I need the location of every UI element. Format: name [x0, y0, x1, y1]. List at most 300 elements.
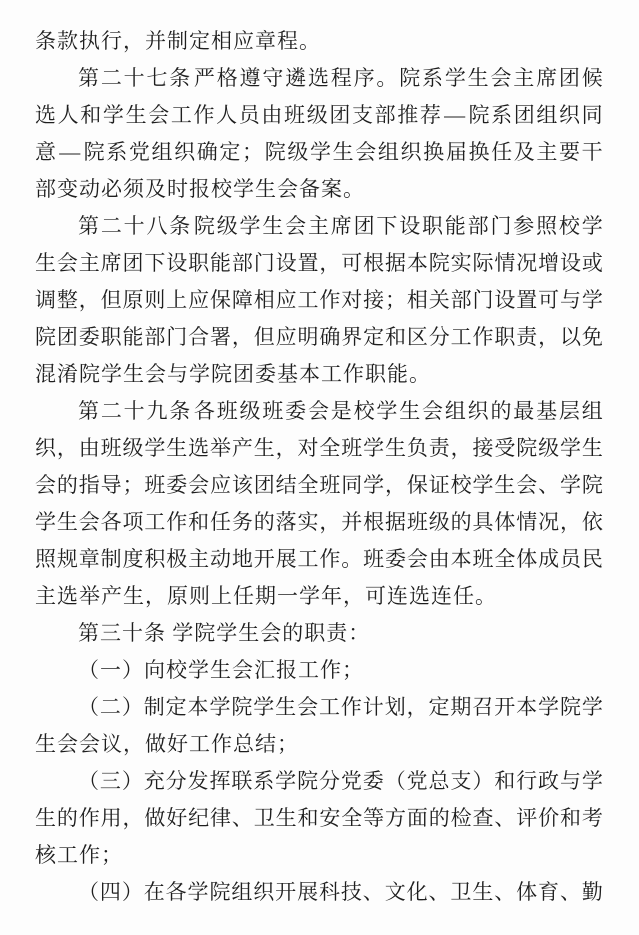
glyph: 本 — [187, 695, 209, 719]
glyph: 会 — [490, 66, 512, 90]
glyph: 育 — [538, 880, 560, 904]
glyph: 最 — [513, 399, 535, 423]
glyph: 制 — [100, 547, 122, 571]
glyph: 班 — [144, 473, 166, 497]
glyph: 各 — [193, 399, 215, 423]
glyph: 席 — [536, 66, 558, 90]
glyph: 定 — [219, 140, 241, 164]
glyph: 责 — [516, 325, 538, 349]
glyph: 设 — [166, 251, 188, 275]
text-line — [35, 208, 603, 245]
glyph: 查 — [472, 806, 494, 830]
text-line — [35, 245, 603, 282]
glyph: 极 — [166, 547, 188, 571]
glyph: 班 — [284, 103, 306, 127]
text-line: 部变动必须及时报校学生会备案。 — [35, 177, 365, 201]
glyph: 七 — [146, 66, 168, 90]
glyph: 团 — [558, 66, 580, 90]
glyph: 开 — [253, 547, 275, 571]
glyph: 做 — [144, 806, 166, 830]
glyph: 生 — [56, 510, 78, 534]
glyph: 系 — [253, 769, 275, 793]
glyph: 生 — [467, 66, 489, 90]
glyph: 学 — [472, 473, 494, 497]
glyph: 照 — [536, 214, 558, 238]
glyph: 第 — [78, 399, 99, 423]
glyph: 以 — [560, 325, 581, 349]
glyph: 及 — [513, 140, 535, 164]
glyph: 工 — [297, 288, 319, 312]
glyph: 充 — [143, 769, 165, 793]
glyph: 四 — [99, 880, 121, 904]
glyph: 能 — [444, 214, 466, 238]
glyph: 委 — [385, 547, 406, 571]
glyph: 但 — [100, 288, 122, 312]
glyph: 分 — [165, 769, 187, 793]
glyph: 展 — [275, 547, 297, 571]
glyph: 基 — [536, 399, 558, 423]
glyph: 面 — [406, 806, 428, 830]
glyph: 部 — [231, 251, 253, 275]
glyph: 程 — [330, 66, 352, 90]
glyph: 工 — [318, 695, 340, 719]
glyph: 职 — [494, 325, 516, 349]
glyph: 院 — [468, 103, 490, 127]
glyph: 任 — [210, 510, 231, 534]
glyph: 分 — [428, 325, 450, 349]
paragraph — [35, 652, 603, 689]
glyph: 检 — [450, 806, 472, 830]
glyph: 学 — [187, 880, 209, 904]
glyph: 学 — [35, 510, 56, 534]
glyph: 行 — [516, 769, 538, 793]
glyph: 设 — [275, 251, 297, 275]
glyph: 十 — [123, 66, 145, 90]
glyph: 级 — [428, 510, 450, 534]
glyph: 会 — [285, 214, 307, 238]
glyph: 确 — [319, 325, 341, 349]
glyph: 要 — [559, 140, 581, 164]
glyph: 主 — [188, 547, 210, 571]
glyph: 责 — [428, 436, 450, 460]
glyph: 、 — [231, 806, 253, 830]
glyph: 和 — [297, 806, 319, 830]
glyph: 生 — [35, 806, 56, 830]
glyph: — — [59, 140, 81, 164]
glyph: 定 — [165, 695, 187, 719]
glyph: 等 — [363, 806, 385, 830]
glyph: 民 — [581, 547, 603, 571]
glyph: 组 — [377, 140, 399, 164]
glyph: ） — [472, 769, 494, 793]
glyph: 严 — [193, 66, 215, 90]
glyph: 格 — [216, 66, 238, 90]
glyph: 生 — [472, 880, 494, 904]
glyph: 相 — [406, 288, 428, 312]
glyph: 政 — [538, 769, 560, 793]
glyph: 积 — [144, 547, 166, 571]
glyph: ； — [385, 288, 406, 312]
glyph: 成 — [538, 547, 560, 571]
glyph: 体 — [494, 510, 516, 534]
glyph: 组 — [581, 399, 603, 423]
paragraph — [35, 615, 603, 652]
glyph: 团 — [353, 214, 375, 238]
paragraph — [35, 763, 603, 874]
glyph: （ — [78, 880, 99, 904]
glyph: 选 — [188, 436, 210, 460]
glyph: 院 — [209, 880, 231, 904]
glyph: 卫 — [450, 880, 472, 904]
glyph: 照 — [35, 547, 56, 571]
glyph: 保 — [406, 473, 428, 497]
glyph: 系 — [106, 140, 128, 164]
glyph: 根 — [363, 510, 385, 534]
glyph: 据 — [385, 510, 406, 534]
glyph: 况 — [538, 510, 560, 534]
text-line: 生会会议，做好工作总结； — [35, 732, 299, 756]
glyph: 联 — [231, 769, 253, 793]
glyph: 会 — [188, 473, 210, 497]
glyph: 勤 — [581, 880, 603, 904]
glyph: 由 — [428, 547, 450, 571]
glyph: 团 — [329, 103, 351, 127]
glyph: 用 — [100, 806, 122, 830]
glyph: 会 — [307, 399, 329, 423]
paragraph — [35, 689, 603, 763]
glyph: 和 — [385, 325, 406, 349]
glyph: 二 — [100, 399, 122, 423]
glyph: 学 — [253, 695, 275, 719]
glyph: 际 — [472, 251, 494, 275]
glyph: 文 — [384, 880, 406, 904]
glyph: 遴 — [285, 66, 307, 90]
glyph: 职 — [188, 251, 210, 275]
glyph: 实 — [297, 510, 319, 534]
glyph: 校 — [450, 473, 472, 497]
glyph: 学 — [581, 695, 603, 719]
glyph: ； — [242, 140, 264, 164]
glyph: 院 — [35, 325, 56, 349]
glyph: 届 — [445, 140, 467, 164]
text-line — [35, 763, 603, 800]
glyph: 主 — [78, 251, 100, 275]
glyph: 安 — [319, 806, 341, 830]
glyph: 署 — [210, 325, 231, 349]
glyph: 换 — [423, 140, 445, 164]
glyph: 学 — [102, 103, 124, 127]
glyph: 方 — [385, 806, 406, 830]
glyph: 划 — [384, 695, 406, 719]
glyph: 作 — [166, 510, 188, 534]
glyph: 生 — [166, 436, 188, 460]
glyph: 委 — [166, 473, 188, 497]
glyph: 系 — [491, 103, 513, 127]
glyph: 价 — [538, 806, 560, 830]
glyph: 工 — [170, 103, 192, 127]
glyph: 的 — [428, 806, 450, 830]
glyph: 同 — [581, 103, 603, 127]
glyph: 条 — [169, 399, 191, 423]
glyph: 会 — [78, 510, 100, 534]
glyph: 会 — [406, 547, 428, 571]
glyph: 班 — [341, 436, 363, 460]
text-line — [35, 541, 603, 578]
glyph: 席 — [100, 251, 122, 275]
glyph: 、 — [494, 806, 516, 830]
glyph: 院 — [83, 140, 105, 164]
glyph: 意 — [35, 140, 56, 164]
glyph: 的 — [253, 510, 275, 534]
glyph: 作 — [340, 695, 362, 719]
glyph: 生 — [581, 436, 603, 460]
glyph: 班 — [216, 399, 238, 423]
glyph: （ — [78, 769, 99, 793]
glyph: 工 — [450, 325, 472, 349]
glyph: 部 — [144, 325, 166, 349]
glyph: 班 — [319, 473, 341, 497]
glyph: 上 — [166, 288, 188, 312]
glyph: 作 — [472, 325, 494, 349]
glyph: 班 — [100, 436, 122, 460]
glyph: 校 — [353, 399, 375, 423]
glyph: 院 — [193, 214, 215, 238]
glyph: 生 — [275, 695, 297, 719]
glyph: 主 — [536, 140, 558, 164]
glyph: 设 — [494, 288, 516, 312]
glyph: 选 — [307, 66, 329, 90]
glyph: 制 — [143, 695, 165, 719]
glyph: 结 — [275, 473, 297, 497]
glyph: 、 — [362, 880, 384, 904]
glyph: 会 — [516, 473, 538, 497]
glyph: 院 — [399, 66, 421, 90]
glyph: 生 — [332, 140, 354, 164]
glyph: 生 — [385, 436, 406, 460]
glyph: 院 — [428, 251, 450, 275]
glyph: 接 — [472, 436, 494, 460]
glyph: 增 — [538, 251, 560, 275]
glyph: 、 — [494, 880, 516, 904]
glyph: 动 — [210, 547, 231, 571]
glyph: 组 — [231, 880, 253, 904]
glyph: 学 — [376, 399, 398, 423]
glyph: 与 — [559, 769, 581, 793]
glyph: 学 — [581, 214, 603, 238]
glyph: 学 — [309, 140, 331, 164]
glyph: 组 — [536, 103, 558, 127]
glyph: 院 — [559, 695, 581, 719]
glyph: 院 — [231, 695, 253, 719]
glyph: ， — [275, 436, 297, 460]
glyph: 的 — [490, 399, 512, 423]
text-line: 主选举产生，原则上任期一学年，可连选连任。 — [35, 584, 497, 608]
glyph: 人 — [216, 103, 238, 127]
glyph: 级 — [122, 436, 144, 460]
glyph: ； — [122, 473, 144, 497]
glyph: 职 — [100, 325, 122, 349]
glyph: 、 — [559, 880, 581, 904]
glyph: 设 — [560, 251, 581, 275]
glyph: ， — [385, 473, 406, 497]
glyph: 部 — [450, 288, 472, 312]
glyph: 换 — [468, 140, 490, 164]
glyph: 院 — [581, 473, 603, 497]
glyph: 与 — [560, 288, 581, 312]
glyph: 保 — [210, 288, 231, 312]
glyph: 学 — [581, 288, 603, 312]
glyph: 作 — [319, 288, 341, 312]
glyph: 下 — [144, 251, 166, 275]
glyph: （ — [384, 769, 406, 793]
glyph: ， — [560, 510, 581, 534]
glyph: 项 — [122, 510, 144, 534]
glyph: 能 — [210, 251, 231, 275]
glyph: 班 — [363, 547, 385, 571]
glyph: ） — [121, 880, 143, 904]
glyph: 党 — [128, 140, 150, 164]
glyph: 学 — [363, 436, 385, 460]
glyph: 落 — [275, 510, 297, 534]
glyph: 导 — [100, 473, 122, 497]
glyph: 技 — [340, 880, 362, 904]
glyph: 况 — [516, 251, 538, 275]
glyph: 是 — [330, 399, 352, 423]
text-line — [35, 467, 603, 504]
glyph: 学 — [209, 695, 231, 719]
glyph: 分 — [318, 769, 340, 793]
glyph: 但 — [253, 325, 275, 349]
glyph: 班 — [406, 510, 428, 534]
glyph: 体 — [516, 547, 538, 571]
glyph: 和 — [494, 769, 516, 793]
glyph: ） — [121, 769, 143, 793]
glyph: ， — [319, 251, 341, 275]
glyph: 主 — [307, 214, 329, 238]
glyph: 级 — [538, 436, 560, 460]
glyph: 团 — [56, 325, 78, 349]
glyph: 工 — [144, 510, 166, 534]
glyph: 发 — [187, 769, 209, 793]
glyph: 部 — [467, 214, 489, 238]
glyph: 织 — [35, 436, 56, 460]
glyph: 本 — [406, 251, 428, 275]
glyph: ， — [122, 806, 144, 830]
glyph: （ — [78, 695, 99, 719]
glyph: 守 — [262, 66, 284, 90]
glyph: 团 — [513, 103, 535, 127]
glyph: 九 — [146, 399, 168, 423]
glyph: 证 — [428, 473, 450, 497]
glyph: 门 — [472, 288, 494, 312]
glyph: 会 — [422, 399, 443, 423]
glyph: 生 — [494, 473, 516, 497]
glyph: 作 — [319, 547, 341, 571]
text-line: 核工作； — [35, 843, 123, 867]
glyph: 人 — [57, 103, 79, 127]
glyph: 级 — [287, 140, 309, 164]
glyph: 的 — [56, 806, 78, 830]
glyph: 科 — [318, 880, 340, 904]
glyph: 候 — [581, 66, 603, 90]
glyph: 置 — [516, 288, 538, 312]
glyph: 和 — [80, 103, 102, 127]
glyph: 。 — [341, 547, 363, 571]
glyph: 整 — [56, 288, 78, 312]
glyph: 并 — [341, 510, 363, 534]
glyph: 由 — [261, 103, 283, 127]
glyph: 会 — [35, 473, 56, 497]
glyph: 委 — [285, 399, 307, 423]
glyph: ， — [231, 325, 253, 349]
glyph: 生 — [125, 103, 147, 127]
glyph: 党 — [340, 769, 362, 793]
glyph: 第 — [78, 214, 99, 238]
glyph: 体 — [516, 880, 538, 904]
glyph: 级 — [239, 399, 261, 423]
glyph: ， — [319, 510, 341, 534]
glyph: 应 — [275, 325, 297, 349]
glyph: 本 — [516, 695, 538, 719]
glyph: 班 — [262, 399, 284, 423]
glyph: 化 — [406, 880, 428, 904]
glyph: 系 — [422, 66, 443, 90]
glyph: 职 — [422, 214, 443, 238]
glyph: 卫 — [253, 806, 275, 830]
glyph: 委 — [362, 769, 384, 793]
glyph: 组 — [151, 140, 173, 164]
glyph: 条 — [169, 66, 191, 90]
glyph: 作 — [78, 806, 100, 830]
glyph: 、 — [428, 880, 450, 904]
glyph: ， — [56, 436, 78, 460]
glyph: 接 — [363, 288, 385, 312]
glyph: 工 — [297, 547, 319, 571]
glyph: 举 — [210, 436, 231, 460]
glyph: 织 — [174, 140, 196, 164]
glyph: 推 — [397, 103, 419, 127]
text-line — [35, 689, 603, 726]
glyph: 二 — [99, 695, 121, 719]
glyph: 同 — [341, 473, 363, 497]
text-line — [35, 430, 603, 467]
paragraph — [35, 393, 603, 615]
text-line — [35, 282, 603, 319]
glyph: 对 — [341, 288, 363, 312]
glyph: 生 — [35, 251, 56, 275]
glyph: 召 — [472, 695, 494, 719]
glyph: 院 — [297, 769, 319, 793]
glyph: 作 — [193, 103, 215, 127]
glyph: 务 — [231, 510, 253, 534]
glyph: 院 — [516, 436, 538, 460]
glyph: 。 — [376, 66, 398, 90]
glyph: 的 — [56, 473, 78, 497]
glyph: 挥 — [209, 769, 231, 793]
glyph: 下 — [376, 214, 398, 238]
glyph: 展 — [297, 880, 319, 904]
glyph: 层 — [558, 399, 580, 423]
text-line — [35, 134, 603, 171]
glyph: 免 — [581, 325, 603, 349]
text-line — [35, 319, 603, 356]
text-line: 条款执行，并制定相应章程。 — [35, 29, 321, 53]
glyph: 员 — [560, 547, 581, 571]
glyph: 全 — [319, 436, 341, 460]
glyph: ， — [78, 288, 100, 312]
glyph: 生 — [399, 399, 421, 423]
glyph: 产 — [231, 436, 253, 460]
